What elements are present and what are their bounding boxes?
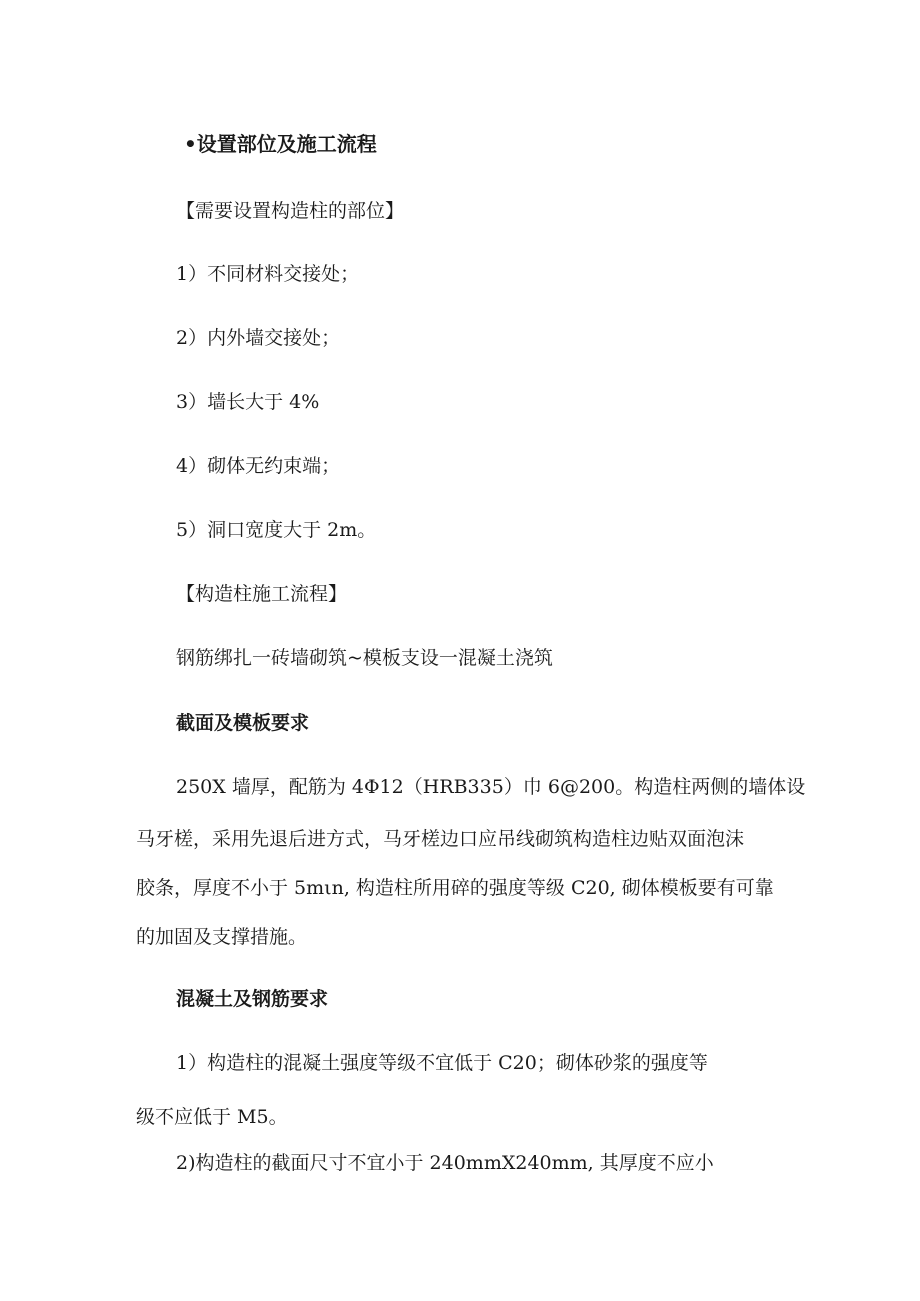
list-item: 5）洞口宽度大于 2m。 (176, 519, 377, 541)
paragraph-line: 1）构造柱的混凝土强度等级不宜低于 C20；砌体砂浆的强度等 (176, 1052, 708, 1074)
paragraph-line: 2)构造柱的截面尺寸不宜小于 240mmX240mm, 其厚度不应小 (176, 1152, 714, 1174)
process-flow: 钢筋绑扎一砖墙砌筑~模板支设一混凝土浇筑 (176, 647, 553, 669)
paragraph-line: 的加固及支撑措施。 (136, 926, 308, 948)
section-heading-locations: •设置部位及施工流程 (184, 132, 377, 156)
list-item: 2）内外墙交接处； (176, 327, 341, 349)
paragraph-line: 马牙槎，采用先退后进方式，马牙槎边口应吊线砌筑构造柱边贴双面泡沫 (136, 828, 745, 850)
subheading-process: 【构造柱施工流程】 (176, 583, 348, 605)
paragraph-line: 250X 墙厚，配筋为 4Φ12（HRB335）巾 6@200。构造柱两侧的墙体设 (176, 776, 806, 798)
paragraph-line: 胶条，厚度不小于 5mιn, 构造柱所用碎的强度等级 C20, 砌体模板要有可靠 (136, 877, 774, 899)
list-item: 1）不同材料交接处； (176, 263, 360, 285)
list-item: 3）墙长大于 4% (176, 391, 320, 413)
section-heading-section-formwork: 截面及模板要求 (176, 712, 310, 734)
list-item: 4）砌体无约束端； (176, 455, 341, 477)
paragraph-line: 级不应低于 M5。 (136, 1106, 288, 1128)
section-heading-concrete-rebar: 混凝土及钢筋要求 (176, 988, 329, 1010)
subheading-locations: 【需要设置构造柱的部位】 (176, 200, 405, 222)
